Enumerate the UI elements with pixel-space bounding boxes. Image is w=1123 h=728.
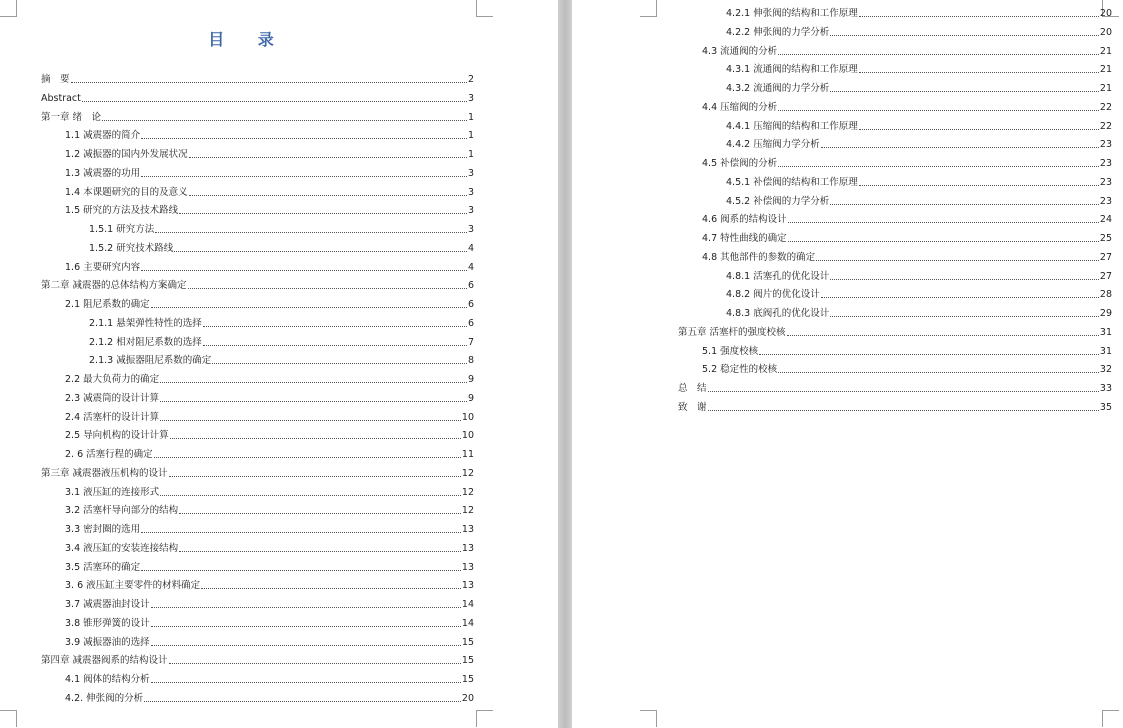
- toc-entry[interactable]: [702, 212, 1112, 226]
- toc-leader-dots: [82, 100, 467, 102]
- toc-entry[interactable]: [65, 560, 474, 574]
- toc-entry-label: 2. 6 活塞行程的确定: [65, 449, 153, 460]
- toc-entry-page-number: 21: [1099, 83, 1112, 94]
- toc-entry-page-number: 14: [461, 617, 474, 629]
- toc-leader-dots: [787, 334, 1099, 336]
- toc-leader-dots: [830, 315, 1099, 317]
- toc-entry-label: 3.1 液压缸的连接形式: [65, 486, 160, 498]
- toc-entry-label: 2.5 导向机构的设计计算: [65, 430, 169, 442]
- toc-entry-label: 4.5 补偿阀的分析: [702, 158, 778, 169]
- toc-entry-label: 4.8.1 活塞孔的优化设计: [726, 270, 830, 282]
- toc-entry-page-number: 3: [467, 186, 474, 198]
- toc-entry-page-number: 10: [461, 411, 474, 423]
- toc-entry-page-number: 21: [1099, 45, 1112, 57]
- toc-entry-page-number: 29: [1099, 308, 1112, 319]
- toc-entry[interactable]: [702, 156, 1112, 170]
- toc-title: 目 录: [208, 30, 288, 49]
- toc-leader-dots: [821, 146, 1099, 148]
- toc-entry[interactable]: [65, 147, 474, 161]
- toc-entry-page-number: 2: [467, 74, 474, 85]
- toc-entry-label: 总 结: [678, 383, 707, 394]
- toc-entry-label: 4.3.2 流通阀的力学分析: [726, 83, 830, 94]
- toc-leader-dots: [830, 34, 1099, 36]
- toc-entry-page-number: 15: [461, 674, 474, 685]
- toc-entry[interactable]: [702, 100, 1112, 114]
- toc-entry[interactable]: [65, 447, 474, 461]
- toc-entry-page-number: 10: [461, 430, 474, 442]
- toc-entry[interactable]: [726, 25, 1112, 39]
- toc-entry[interactable]: [89, 316, 474, 330]
- toc-leader-dots: [160, 419, 461, 421]
- toc-entry-page-number: 23: [1099, 139, 1112, 151]
- toc-entry-label: 第一章 绪 论: [41, 111, 102, 123]
- toc-entry[interactable]: [65, 578, 474, 592]
- toc-entry[interactable]: [726, 306, 1112, 320]
- toc-entry-label: 4.2.1 伸张阀的结构和工作原理: [726, 8, 858, 19]
- toc-entry-page-number: 22: [1099, 120, 1112, 132]
- toc-leader-dots: [169, 662, 461, 664]
- toc-entry[interactable]: [65, 635, 474, 649]
- toc-entry-label: 2.1.1 悬架弹性特性的选择: [89, 317, 202, 329]
- toc-leader-dots: [102, 119, 467, 121]
- toc-entry-page-number: 6: [467, 317, 474, 329]
- toc-leader-dots: [759, 353, 1099, 355]
- toc-entry[interactable]: [726, 287, 1112, 301]
- toc-entry-page-number: 15: [461, 636, 474, 648]
- toc-entry-page-number: 23: [1099, 195, 1112, 207]
- toc-entry[interactable]: [726, 6, 1112, 20]
- toc-entry-page-number: 3: [467, 205, 474, 217]
- toc-entry-label: 2.1.2 相对阻尼系数的选择: [89, 336, 202, 348]
- toc-entry-label: 4.4.1 压缩阀的结构和工作原理: [726, 120, 858, 132]
- toc-entry[interactable]: [702, 362, 1112, 376]
- toc-entry[interactable]: [89, 241, 474, 255]
- toc-leader-dots: [179, 512, 461, 514]
- toc-entry-label: 摘 要: [41, 74, 70, 85]
- toc-entry-page-number: 31: [1099, 326, 1112, 338]
- toc-leader-dots: [859, 128, 1099, 130]
- toc-entry[interactable]: [65, 260, 474, 274]
- toc-entry-label: 2.2 最大负荷力的确定: [65, 374, 160, 385]
- crop-mark: [0, 0, 17, 17]
- toc-leader-dots: [160, 381, 467, 383]
- toc-entry-label: 第五章 活塞杆的强度校核: [678, 326, 786, 338]
- toc-entry[interactable]: [41, 466, 474, 480]
- toc-entry-page-number: 13: [461, 561, 474, 573]
- toc-entry[interactable]: [65, 391, 474, 405]
- toc-entry-page-number: 20: [1099, 26, 1112, 38]
- toc-entry-page-number: 9: [467, 392, 474, 404]
- toc-entry-label: 3.9 减振器油的选择: [65, 636, 150, 648]
- toc-leader-dots: [859, 71, 1099, 73]
- toc-leader-dots: [778, 371, 1099, 373]
- toc-entry[interactable]: [41, 91, 474, 105]
- toc-leader-dots: [141, 569, 461, 571]
- toc-leader-dots: [189, 156, 467, 158]
- toc-entry[interactable]: [726, 269, 1112, 283]
- toc-entry-label: 4.8 其他部件的参数的确定: [702, 251, 816, 263]
- toc-entry[interactable]: [41, 653, 474, 667]
- toc-leader-dots: [189, 194, 467, 196]
- toc-entry-label: 1.6 主要研究内容: [65, 261, 141, 273]
- toc-entry-page-number: 12: [461, 505, 474, 517]
- toc-leader-dots: [155, 231, 467, 233]
- toc-leader-dots: [212, 362, 467, 364]
- toc-entry[interactable]: [702, 44, 1112, 58]
- toc-entry-label: 4.6 阀系的结构设计: [702, 214, 787, 226]
- toc-leader-dots: [151, 681, 461, 683]
- toc-entry-label: 3. 6 液压缸主要零件的材料确定: [65, 580, 201, 592]
- toc-entry-label: 1.5.1 研究方法: [89, 224, 155, 235]
- toc-leader-dots: [141, 269, 467, 271]
- toc-entry-page-number: 3: [467, 224, 474, 235]
- toc-entry-page-number: 3: [467, 92, 474, 104]
- toc-leader-dots: [201, 587, 461, 589]
- toc-entry-label: 4.3 流通阀的分析: [702, 45, 778, 57]
- toc-entry[interactable]: [702, 344, 1112, 358]
- toc-entry-label: 4.3.1 流通阀的结构和工作原理: [726, 64, 858, 76]
- toc-entry-page-number: 9: [467, 374, 474, 385]
- toc-entry[interactable]: [678, 381, 1112, 395]
- toc-entry-page-number: 12: [461, 486, 474, 498]
- toc-leader-dots: [151, 306, 467, 308]
- toc-leader-dots: [859, 184, 1099, 186]
- toc-entry-page-number: 22: [1099, 101, 1112, 113]
- toc-entry-label: 3.3 密封圈的选用: [65, 524, 141, 535]
- toc-entry-page-number: 14: [461, 599, 474, 610]
- toc-entry-page-number: 1: [467, 111, 474, 123]
- toc-entry[interactable]: [726, 62, 1112, 76]
- toc-entry[interactable]: [65, 128, 474, 142]
- toc-entry-page-number: 21: [1099, 64, 1112, 76]
- toc-entry[interactable]: [65, 185, 474, 199]
- toc-leader-dots: [778, 53, 1099, 55]
- toc-entry-label: 第四章 减震器阀系的结构设计: [41, 655, 168, 667]
- toc-entry-page-number: 35: [1099, 401, 1112, 413]
- crop-mark: [640, 0, 657, 17]
- toc-entry-page-number: 8: [467, 355, 474, 367]
- toc-entry-label: 4.4 压缩阀的分析: [702, 101, 778, 113]
- toc-entry[interactable]: [89, 353, 474, 367]
- toc-entry[interactable]: [65, 203, 474, 217]
- toc-entry-label: 第二章 减震器的总体结构方案确定: [41, 280, 187, 292]
- toc-entry-label: 5.2 稳定性的校核: [702, 364, 778, 376]
- crop-mark: [640, 710, 657, 727]
- toc-entry-label: 2.1.3 减振器阻尼系数的确定: [89, 355, 212, 367]
- toc-entry[interactable]: [65, 503, 474, 517]
- toc-entry-label: 3.4 液压缸的安装连接结构: [65, 542, 179, 554]
- crop-mark: [0, 710, 17, 727]
- toc-entry-page-number: 33: [1099, 383, 1112, 394]
- toc-entry-label: 4.4.2 压缩阀力学分析: [726, 139, 820, 151]
- toc-entry-label: 1.4 本课题研究的目的及意义: [65, 186, 188, 198]
- toc-entry[interactable]: [65, 485, 474, 499]
- toc-leader-dots: [174, 250, 467, 252]
- toc-entry-label: 2.3 减震筒的设计计算: [65, 392, 160, 404]
- toc-entry-page-number: 6: [467, 280, 474, 292]
- toc-leader-dots: [830, 90, 1099, 92]
- toc-leader-dots: [788, 240, 1099, 242]
- toc-entry[interactable]: [65, 616, 474, 630]
- toc-entry[interactable]: [65, 410, 474, 424]
- toc-entry-label: 1.3 减震器的功用: [65, 167, 141, 179]
- toc-leader-dots: [141, 531, 461, 533]
- toc-entry-label: 3.7 减震器油封设计: [65, 599, 150, 610]
- toc-entry[interactable]: [726, 119, 1112, 133]
- toc-entry-page-number: 13: [461, 580, 474, 592]
- toc-entry[interactable]: [65, 691, 474, 705]
- toc-leader-dots: [154, 456, 461, 458]
- toc-leader-dots: [141, 175, 467, 177]
- toc-entry[interactable]: [65, 372, 474, 386]
- toc-entry-label: 4.1 阀体的结构分析: [65, 674, 150, 685]
- toc-entry[interactable]: [726, 175, 1112, 189]
- toc-entry-page-number: 4: [467, 242, 474, 254]
- toc-leader-dots: [203, 344, 467, 346]
- toc-entry[interactable]: [41, 72, 474, 86]
- toc-leader-dots: [708, 390, 1099, 392]
- toc-entry-label: 4.2. 伸张阀的分析: [65, 692, 144, 704]
- toc-entry-label: 第三章 减震器液压机构的设计: [41, 467, 168, 479]
- toc-entry-page-number: 13: [461, 542, 474, 554]
- toc-entry[interactable]: [726, 81, 1112, 95]
- toc-leader-dots: [160, 400, 467, 402]
- toc-leader-dots: [188, 287, 467, 289]
- toc-entry[interactable]: [65, 541, 474, 555]
- toc-leader-dots: [160, 494, 461, 496]
- toc-entry-page-number: 7: [467, 336, 474, 348]
- toc-entry-label: 3.5 活塞环的确定: [65, 561, 141, 573]
- toc-leader-dots: [788, 221, 1099, 223]
- toc-entry[interactable]: [41, 278, 474, 292]
- toc-entry[interactable]: [726, 194, 1112, 208]
- toc-entry-label: 1.5 研究的方法及技术路线: [65, 205, 179, 217]
- toc-leader-dots: [169, 475, 461, 477]
- toc-entry-label: 2.4 活塞杆的设计计算: [65, 411, 160, 423]
- toc-leader-dots: [830, 203, 1099, 205]
- toc-entry-page-number: 28: [1099, 289, 1112, 301]
- toc-leader-dots: [708, 409, 1099, 411]
- toc-entry[interactable]: [65, 297, 474, 311]
- toc-entry[interactable]: [726, 137, 1112, 151]
- toc-entry[interactable]: [65, 428, 474, 442]
- toc-entry-label: Abstract: [41, 92, 81, 104]
- toc-entry[interactable]: [41, 110, 474, 124]
- toc-leader-dots: [71, 81, 467, 83]
- toc-entry-label: 1.1 减震器的简介: [65, 130, 141, 142]
- toc-entry-page-number: 32: [1099, 364, 1112, 376]
- document-page-right: [572, 0, 1123, 728]
- toc-entry-label: 4.2.2 伸张阀的力学分析: [726, 26, 830, 38]
- toc-leader-dots: [141, 137, 467, 139]
- toc-entry[interactable]: [678, 400, 1112, 414]
- toc-entry-page-number: 4: [467, 261, 474, 273]
- toc-entry-page-number: 27: [1099, 251, 1112, 263]
- toc-entry-page-number: 20: [1099, 8, 1112, 19]
- toc-entry-page-number: 12: [461, 467, 474, 479]
- toc-entry-label: 4.8.2 阀片的优化设计: [726, 289, 820, 301]
- toc-entry-page-number: 23: [1099, 176, 1112, 188]
- toc-leader-dots: [179, 550, 461, 552]
- toc-leader-dots: [778, 165, 1099, 167]
- toc-entry-page-number: 15: [461, 655, 474, 667]
- document-page-left: [0, 0, 558, 728]
- toc-leader-dots: [151, 644, 461, 646]
- toc-entry[interactable]: [89, 222, 474, 236]
- crop-mark: [476, 710, 493, 727]
- toc-entry-page-number: 31: [1099, 345, 1112, 357]
- toc-leader-dots: [151, 606, 461, 608]
- toc-entry-page-number: 1: [467, 130, 474, 142]
- toc-entry[interactable]: [702, 231, 1112, 245]
- toc-entry-page-number: 24: [1099, 214, 1112, 226]
- toc-entry-page-number: 3: [467, 167, 474, 179]
- toc-entry-label: 4.7 特性曲线的确定: [702, 233, 787, 244]
- toc-leader-dots: [778, 109, 1099, 111]
- toc-entry-label: 5.1 强度校核: [702, 345, 759, 357]
- toc-leader-dots: [144, 700, 461, 702]
- toc-entry-label: 3.8 锥形弹簧的设计: [65, 617, 150, 629]
- toc-leader-dots: [859, 15, 1099, 17]
- toc-entry[interactable]: [678, 325, 1112, 339]
- toc-entry[interactable]: [65, 166, 474, 180]
- toc-entry-page-number: 25: [1099, 233, 1112, 244]
- toc-entry-page-number: 6: [467, 299, 474, 310]
- toc-entry-label: 1.2 减振器的国内外发展状况: [65, 149, 188, 160]
- toc-leader-dots: [821, 296, 1099, 298]
- page-gap: [558, 0, 572, 728]
- toc-entry[interactable]: [89, 335, 474, 349]
- toc-entry-label: 1.5.2 研究技术路线: [89, 242, 174, 254]
- toc-entry-label: 4.5.1 补偿阀的结构和工作原理: [726, 176, 858, 188]
- toc-entry-page-number: 11: [461, 449, 474, 460]
- crop-mark: [1102, 710, 1119, 727]
- toc-entry-page-number: 13: [461, 524, 474, 535]
- toc-leader-dots: [170, 437, 461, 439]
- toc-leader-dots: [179, 212, 467, 214]
- toc-leader-dots: [816, 259, 1099, 261]
- toc-entry-label: 3.2 活塞杆导向部分的结构: [65, 505, 179, 517]
- toc-leader-dots: [830, 278, 1099, 280]
- toc-entry-page-number: 23: [1099, 158, 1112, 169]
- toc-entry[interactable]: [65, 597, 474, 611]
- crop-mark: [476, 0, 493, 17]
- toc-entry-page-number: 20: [461, 692, 474, 704]
- toc-leader-dots: [203, 325, 467, 327]
- toc-entry-page-number: 1: [467, 149, 474, 160]
- toc-entry-label: 4.5.2 补偿阀的力学分析: [726, 195, 830, 207]
- toc-entry[interactable]: [65, 522, 474, 536]
- toc-entry[interactable]: [702, 250, 1112, 264]
- toc-entry-page-number: 27: [1099, 270, 1112, 282]
- toc-entry[interactable]: [65, 672, 474, 686]
- toc-leader-dots: [151, 625, 461, 627]
- toc-entry-label: 4.8.3 底阀孔的优化设计: [726, 308, 830, 319]
- toc-entry-label: 2.1 阻尼系数的确定: [65, 299, 150, 310]
- toc-entry-label: 致 谢: [678, 401, 707, 413]
